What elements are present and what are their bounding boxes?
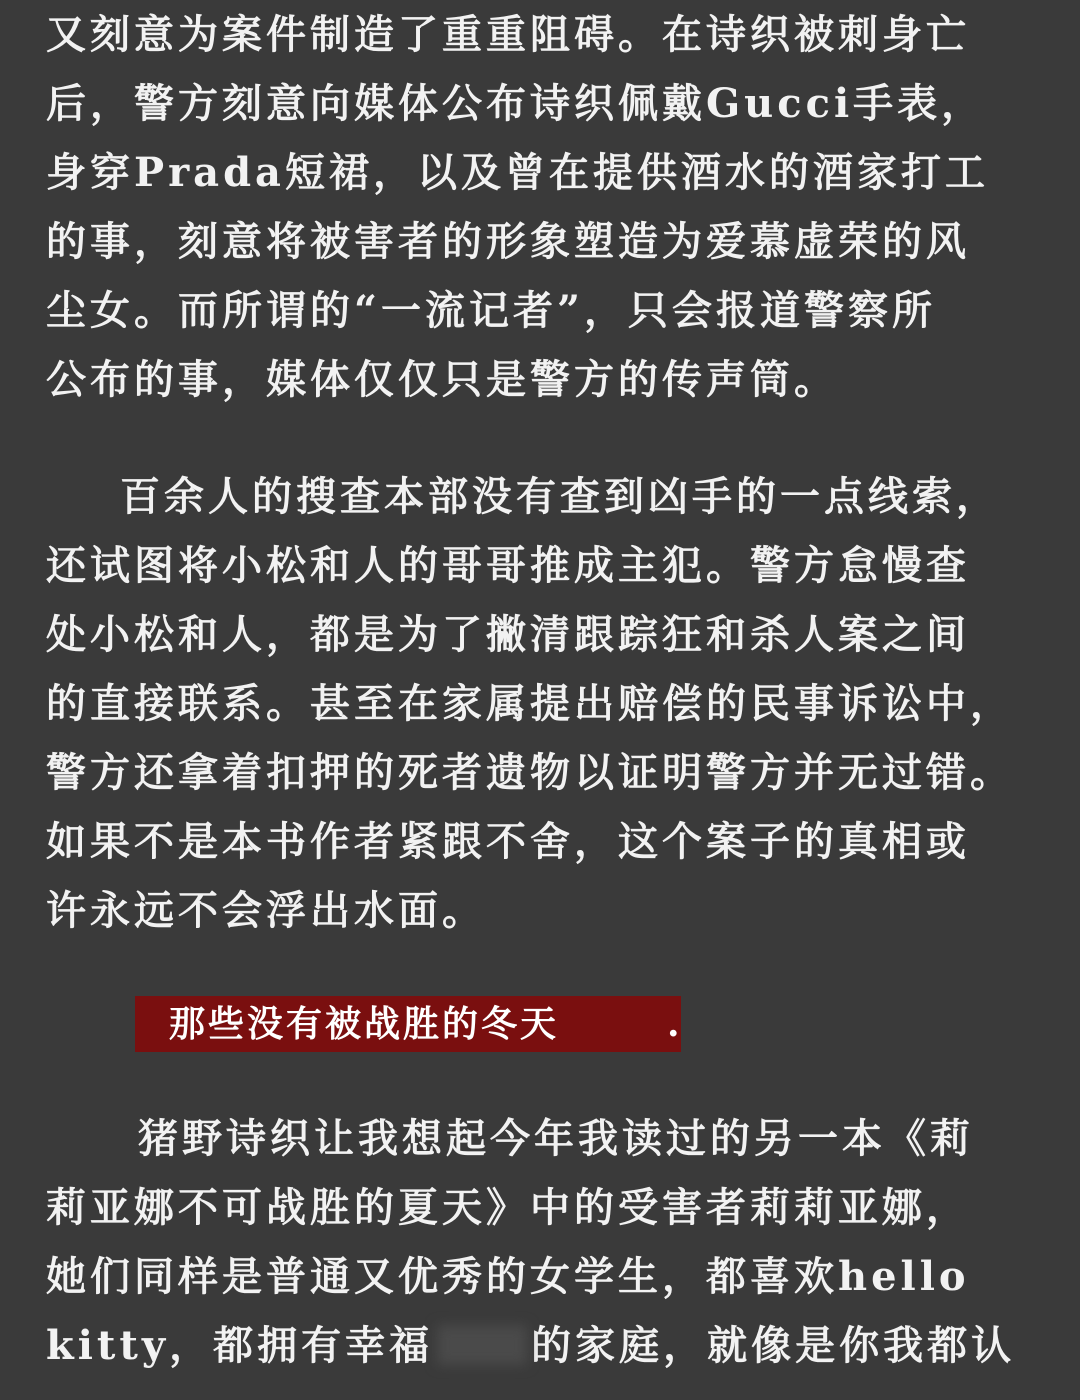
paragraph-line: 的事，刻意将被害者的形象塑造为爱慕虚荣的风 [46,218,970,265]
paragraph-line: 百余人的搜查本部没有查到凶手的一点线索， [120,473,1000,520]
paragraph-line: 还试图将小松和人的哥哥推成主犯。警方怠慢查 [46,542,970,589]
paragraph-line: 莉亚娜不可战胜的夏天》中的受害者莉莉亚娜， [46,1184,970,1231]
paragraph-line: 又刻意为案件制造了重重阻碍。在诗织被刺身亡 [46,11,970,58]
paragraph-line: 她们同样是普通又优秀的女学生，都喜欢hello [46,1253,970,1300]
paragraph-line: 后，警方刻意向媒体公布诗织佩戴Gucci手表， [46,80,986,127]
paragraph-line: 的直接联系。甚至在家属提出赔偿的民事诉讼中， [46,680,1014,727]
paragraph-line: 处小松和人，都是为了撇清跟踪狂和杀人案之间 [46,611,970,658]
paragraph-1 [46,0,1036,414]
paragraph-2 [46,462,1036,945]
paragraph-line: 如果不是本书作者紧跟不舍，这个案子的真相或 [46,818,970,865]
paragraph-line: 身穿Prada短裙，以及曾在提供酒水的酒家打工 [46,149,989,196]
paragraph-line: 尘女。而所谓的“一流记者”，只会报道警察所 [46,287,937,334]
paragraph-line: 猪野诗织让我想起今年我读过的另一本《莉 [138,1115,974,1162]
paragraph-3 [46,1104,1036,1380]
paragraph-line: 公布的事，媒体仅仅只是警方的传声筒。 [46,356,838,403]
section-heading [135,996,681,1052]
section-heading-dot: . [667,1003,683,1045]
paragraph-line: 许永远不会浮出水面。 [46,887,486,934]
section-heading-text: 那些没有被战胜的冬天 [169,1003,560,1045]
blurred-text-patch [437,1325,527,1365]
paragraph-line: 警方还拿着扣押的死者遗物以证明警方并无过错。 [46,749,1014,796]
paragraph-line-prefix: kitty，都拥有幸福 [46,1322,434,1369]
paragraph-line [46,1311,1036,1380]
paragraph-line-suffix: 的家庭，就像是你我都认 [531,1322,1016,1369]
